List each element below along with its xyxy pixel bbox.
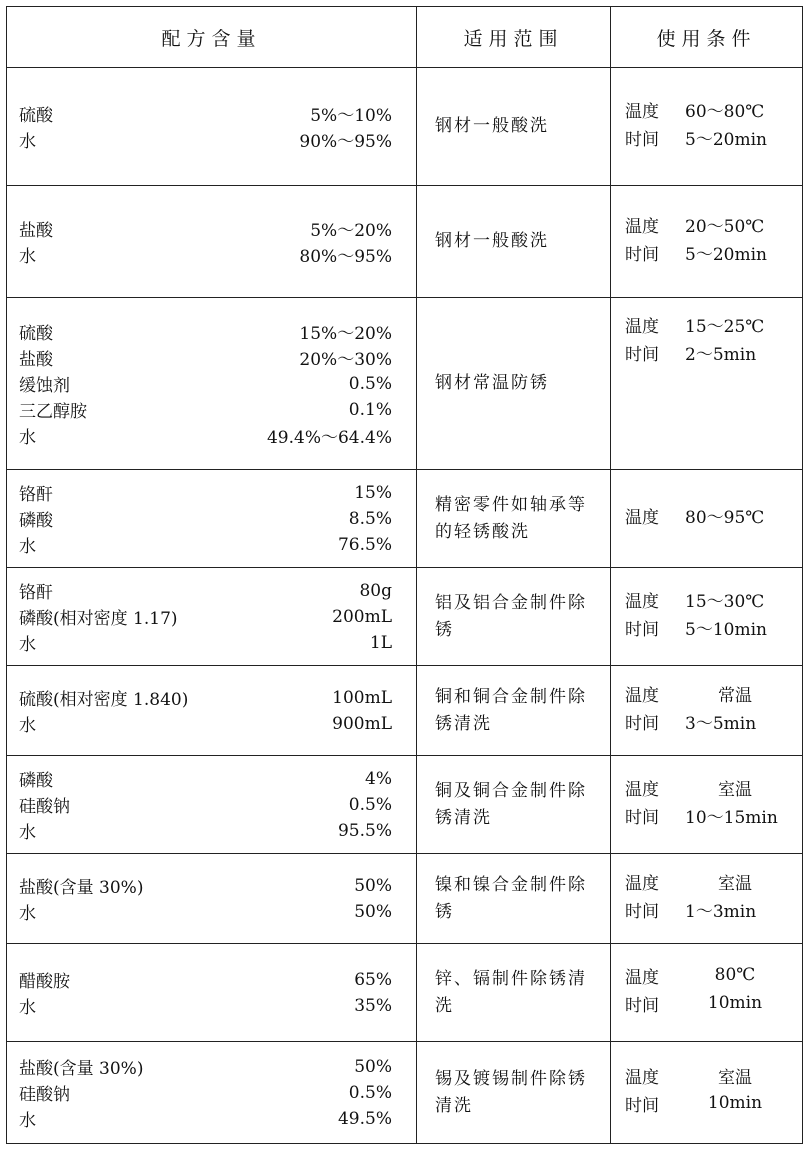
condition-line bbox=[611, 123, 802, 151]
component-value: 8.5% bbox=[348, 508, 392, 529]
scope-cell bbox=[417, 944, 611, 1042]
condition-key: 温度 bbox=[625, 873, 659, 894]
scope-cell bbox=[417, 1042, 611, 1144]
component-line bbox=[7, 1106, 416, 1132]
table-row bbox=[7, 666, 803, 756]
component-name: 硫酸 bbox=[19, 106, 53, 126]
component-line bbox=[7, 711, 416, 737]
condition-key: 温度 bbox=[625, 101, 659, 122]
component-name: 磷酸 bbox=[19, 511, 53, 531]
condition-value: 3～5min bbox=[685, 713, 757, 734]
component-value: 35% bbox=[354, 995, 392, 1016]
component-name: 盐酸(含量 30%) bbox=[19, 878, 144, 898]
condition-value: 5～20min bbox=[685, 244, 767, 265]
conditions-cell bbox=[611, 568, 803, 666]
scope-cell bbox=[417, 666, 611, 756]
component-line bbox=[7, 630, 416, 656]
formula-cell bbox=[7, 854, 417, 944]
formula-cell bbox=[7, 756, 417, 854]
condition-line bbox=[611, 895, 802, 923]
scope-text: 铜及铜合金制件除锈清洗 bbox=[435, 780, 587, 828]
component-value: 65% bbox=[354, 969, 392, 990]
component-name: 盐酸(含量 30%) bbox=[19, 1059, 144, 1079]
component-value: 200mL bbox=[332, 606, 392, 627]
scope-text: 镍和镍合金制件除锈 bbox=[435, 874, 587, 922]
condition-value: 60～80℃ bbox=[685, 101, 765, 122]
formula-cell bbox=[7, 298, 417, 470]
condition-line bbox=[611, 1089, 802, 1117]
component-name: 水 bbox=[19, 428, 36, 448]
component-line bbox=[7, 993, 416, 1019]
condition-value: 5～20min bbox=[685, 129, 767, 150]
component-name: 缓蚀剂 bbox=[19, 376, 70, 396]
component-name: 醋酸胺 bbox=[19, 972, 70, 992]
component-name: 硅酸钠 bbox=[19, 797, 70, 817]
component-name: 水 bbox=[19, 998, 36, 1018]
component-line bbox=[7, 506, 416, 532]
component-line bbox=[7, 101, 416, 127]
scope-text: 铝及铝合金制件除锈 bbox=[435, 592, 587, 640]
component-line bbox=[7, 899, 416, 925]
component-value: 4% bbox=[365, 768, 392, 789]
scope-cell bbox=[417, 186, 611, 298]
component-value: 100mL bbox=[332, 687, 392, 708]
condition-line bbox=[611, 210, 802, 238]
condition-key: 时间 bbox=[625, 995, 659, 1016]
condition-line bbox=[611, 801, 802, 829]
condition-key: 时间 bbox=[625, 901, 659, 922]
conditions-cell bbox=[611, 854, 803, 944]
formula-cell bbox=[7, 568, 417, 666]
component-name: 硫酸(相对密度 1.840) bbox=[19, 690, 189, 710]
component-value: 0.1% bbox=[348, 399, 392, 420]
component-value: 0.5% bbox=[348, 794, 392, 815]
conditions-cell bbox=[611, 1042, 803, 1144]
condition-value: 2～5min bbox=[685, 344, 757, 365]
table-row bbox=[7, 68, 803, 186]
component-value: 900mL bbox=[332, 713, 392, 734]
conditions-cell bbox=[611, 68, 803, 186]
component-value: 50% bbox=[354, 1056, 392, 1077]
scope-text: 钢材一般酸洗 bbox=[435, 116, 549, 136]
component-line bbox=[7, 685, 416, 711]
formula-cell bbox=[7, 186, 417, 298]
condition-value: 10min bbox=[707, 1093, 763, 1113]
component-name: 水 bbox=[19, 635, 36, 655]
condition-line bbox=[611, 961, 802, 989]
component-line bbox=[7, 532, 416, 558]
table-row bbox=[7, 854, 803, 944]
component-line bbox=[7, 216, 416, 242]
scope-cell bbox=[417, 298, 611, 470]
component-line bbox=[7, 397, 416, 423]
table-row bbox=[7, 298, 803, 470]
component-name: 三乙醇胺 bbox=[19, 402, 87, 422]
component-value: 49.4%～64.4% bbox=[266, 428, 392, 448]
component-line bbox=[7, 578, 416, 604]
component-value: 80%～95% bbox=[299, 247, 392, 267]
condition-value: 室温 bbox=[718, 1067, 752, 1088]
component-value: 50% bbox=[354, 875, 392, 896]
component-value: 1L bbox=[369, 632, 392, 653]
condition-key: 温度 bbox=[625, 591, 659, 612]
condition-key: 温度 bbox=[625, 967, 659, 988]
condition-value: 1～3min bbox=[685, 901, 757, 922]
scope-text: 铜和铜合金制件除锈清洗 bbox=[435, 686, 587, 734]
condition-key: 时间 bbox=[625, 713, 659, 734]
component-value: 50% bbox=[354, 901, 392, 922]
component-value: 0.5% bbox=[348, 373, 392, 394]
condition-value: 10min bbox=[707, 993, 763, 1013]
component-name: 盐酸 bbox=[19, 350, 53, 370]
conditions-cell bbox=[611, 470, 803, 568]
condition-key: 时间 bbox=[625, 244, 659, 265]
component-name: 水 bbox=[19, 823, 36, 843]
component-value: 0.5% bbox=[348, 1082, 392, 1103]
conditions-cell bbox=[611, 298, 803, 470]
scope-cell bbox=[417, 854, 611, 944]
conditions-cell bbox=[611, 666, 803, 756]
condition-key: 时间 bbox=[625, 129, 659, 150]
component-value: 15%～20% bbox=[299, 324, 392, 344]
condition-key: 时间 bbox=[625, 807, 659, 828]
component-value: 5%～10% bbox=[310, 106, 392, 126]
table-row bbox=[7, 568, 803, 666]
conditions-cell bbox=[611, 756, 803, 854]
condition-value: 5～10min bbox=[685, 619, 767, 640]
formula-cell bbox=[7, 68, 417, 186]
scope-text: 钢材一般酸洗 bbox=[435, 231, 549, 251]
component-line bbox=[7, 1080, 416, 1106]
condition-line bbox=[611, 238, 802, 266]
condition-key: 时间 bbox=[625, 344, 659, 365]
condition-line bbox=[611, 310, 802, 338]
component-name: 铬酐 bbox=[19, 583, 53, 603]
condition-key: 温度 bbox=[625, 216, 659, 237]
scope-cell bbox=[417, 568, 611, 666]
component-line bbox=[7, 766, 416, 792]
component-name: 硫酸 bbox=[19, 324, 53, 344]
table-row bbox=[7, 470, 803, 568]
formula-cell bbox=[7, 666, 417, 756]
component-line bbox=[7, 423, 416, 449]
component-name: 水 bbox=[19, 1111, 36, 1131]
component-value: 90%～95% bbox=[299, 132, 392, 152]
header-conditions: 使用条件 bbox=[611, 7, 803, 68]
rust-removal-formula-table bbox=[6, 6, 803, 1144]
component-line bbox=[7, 1054, 416, 1080]
component-name: 铬酐 bbox=[19, 485, 53, 505]
component-line bbox=[7, 792, 416, 818]
condition-line bbox=[611, 95, 802, 123]
component-line bbox=[7, 319, 416, 345]
condition-value: 室温 bbox=[718, 873, 752, 894]
component-value: 49.5% bbox=[337, 1108, 392, 1129]
component-name: 磷酸(相对密度 1.17) bbox=[19, 609, 178, 629]
component-value: 20%～30% bbox=[299, 350, 392, 370]
scope-cell bbox=[417, 756, 611, 854]
component-line bbox=[7, 480, 416, 506]
condition-line bbox=[611, 338, 802, 366]
component-line bbox=[7, 242, 416, 268]
formula-cell bbox=[7, 1042, 417, 1144]
conditions-cell bbox=[611, 186, 803, 298]
condition-value: 室温 bbox=[718, 779, 752, 800]
component-value: 76.5% bbox=[337, 534, 392, 555]
component-value: 5%～20% bbox=[310, 221, 392, 241]
condition-value: 15～25℃ bbox=[685, 316, 765, 337]
condition-key: 温度 bbox=[625, 779, 659, 800]
header-formula: 配方含量 bbox=[7, 7, 417, 68]
condition-value: 15～30℃ bbox=[685, 591, 765, 612]
component-name: 磷酸 bbox=[19, 771, 53, 791]
component-name: 水 bbox=[19, 716, 36, 736]
component-line bbox=[7, 873, 416, 899]
component-value: 15% bbox=[354, 482, 392, 503]
condition-line bbox=[611, 679, 802, 707]
condition-value: 20～50℃ bbox=[685, 216, 765, 237]
condition-line bbox=[611, 501, 802, 529]
component-line bbox=[7, 818, 416, 844]
component-name: 盐酸 bbox=[19, 221, 53, 241]
table-row bbox=[7, 944, 803, 1042]
component-line bbox=[7, 967, 416, 993]
header-scope: 适用范围 bbox=[417, 7, 611, 68]
component-name: 水 bbox=[19, 904, 36, 924]
component-name: 水 bbox=[19, 247, 36, 267]
scope-text: 精密零件如轴承等的轻锈酸洗 bbox=[435, 494, 587, 542]
condition-key: 时间 bbox=[625, 1095, 659, 1116]
formula-cell bbox=[7, 470, 417, 568]
scope-cell bbox=[417, 68, 611, 186]
condition-line bbox=[611, 989, 802, 1017]
component-line bbox=[7, 604, 416, 630]
condition-line bbox=[611, 867, 802, 895]
scope-text: 锡及镀锡制件除锈清洗 bbox=[435, 1068, 587, 1116]
condition-line bbox=[611, 707, 802, 735]
component-value: 80g bbox=[359, 580, 392, 601]
condition-key: 温度 bbox=[625, 1067, 659, 1088]
table-body bbox=[7, 68, 803, 1144]
condition-key: 时间 bbox=[625, 619, 659, 640]
component-name: 硅酸钠 bbox=[19, 1085, 70, 1105]
component-name: 水 bbox=[19, 537, 36, 557]
scope-text: 锌、镉制件除锈清洗 bbox=[435, 968, 587, 1016]
conditions-cell bbox=[611, 944, 803, 1042]
condition-line bbox=[611, 585, 802, 613]
condition-value: 10～15min bbox=[685, 807, 778, 828]
condition-value: 80℃ bbox=[714, 965, 756, 985]
table-row bbox=[7, 186, 803, 298]
component-value: 95.5% bbox=[337, 820, 392, 841]
condition-key: 温度 bbox=[625, 685, 659, 706]
component-line bbox=[7, 127, 416, 153]
condition-line bbox=[611, 1061, 802, 1089]
condition-key: 温度 bbox=[625, 507, 659, 528]
condition-line bbox=[611, 773, 802, 801]
scope-cell bbox=[417, 470, 611, 568]
condition-value: 80～95℃ bbox=[685, 507, 765, 528]
component-line bbox=[7, 371, 416, 397]
condition-line bbox=[611, 613, 802, 641]
scope-text: 钢材常温防锈 bbox=[435, 373, 549, 393]
condition-value: 常温 bbox=[718, 685, 752, 706]
condition-key: 温度 bbox=[625, 316, 659, 337]
formula-cell bbox=[7, 944, 417, 1042]
table-row bbox=[7, 1042, 803, 1144]
header-row bbox=[7, 7, 803, 68]
table-row bbox=[7, 756, 803, 854]
component-name: 水 bbox=[19, 132, 36, 152]
component-line bbox=[7, 345, 416, 371]
